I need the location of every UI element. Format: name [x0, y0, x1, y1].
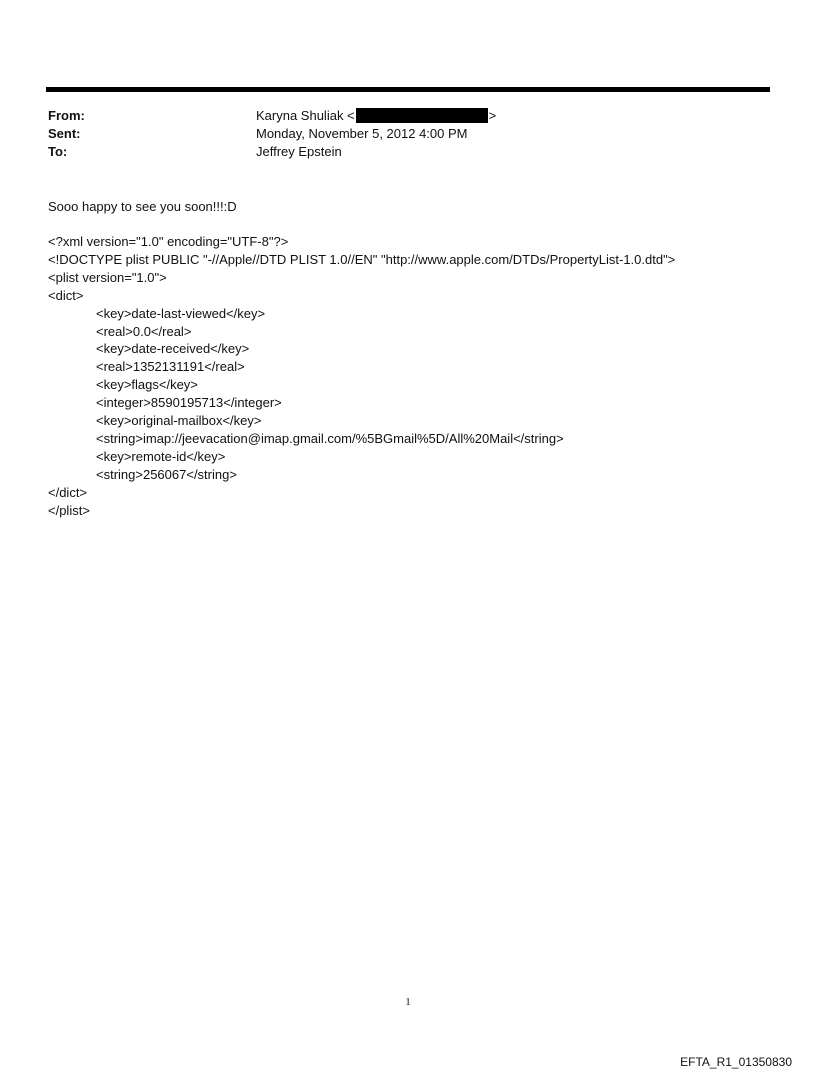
xml-line: </dict>	[48, 484, 88, 500]
xml-line: <?xml version="1.0" encoding="UTF-8"?>	[48, 234, 289, 249]
to-label: To:	[48, 144, 68, 159]
xml-line: <string>imap://jeevacation@imap.gmail.com/%5BGmail%5D/All%20Mail</string>	[96, 430, 564, 446]
xml-line: <key>date-last-viewed</key>	[96, 305, 266, 321]
from-name: Karyna Shuliak <	[256, 108, 355, 123]
message-body: Sooo happy to see you soon!!!:D	[48, 199, 237, 214]
xml-line: <real>0.0</real>	[96, 323, 192, 339]
from-value	[256, 108, 496, 123]
from-close: >	[488, 108, 497, 123]
redaction-block	[356, 108, 488, 123]
xml-line: <integer>8590195713</integer>	[96, 395, 282, 411]
xml-line: <string>256067</string>	[96, 466, 237, 482]
sent-value: Monday, November 5, 2012 4:00 PM	[256, 126, 468, 141]
xml-line: <key>flags</key>	[96, 377, 198, 393]
xml-line: <key>date-received</key>	[96, 341, 250, 357]
xml-line: <key>original-mailbox</key>	[96, 413, 262, 428]
xml-line: <dict>	[48, 287, 84, 303]
from-label: From:	[48, 108, 85, 123]
page-number: 1	[405, 996, 411, 1008]
header-rule	[46, 87, 770, 92]
xml-line: <!DOCTYPE plist PUBLIC "-//Apple//DTD PLIST 1.0//EN" "http://www.apple.com/DTDs/PropertyList-1.0.dtd">	[48, 251, 676, 267]
xml-line: <plist version="1.0">	[48, 269, 167, 285]
sent-label: Sent:	[48, 126, 81, 141]
document-id: EFTA_R1_01350830	[680, 1055, 792, 1069]
xml-line: <real>1352131191</real>	[96, 359, 245, 375]
to-value: Jeffrey Epstein	[256, 144, 342, 159]
xml-line: </plist>	[48, 502, 90, 518]
xml-line: <key>remote-id</key>	[96, 448, 226, 464]
